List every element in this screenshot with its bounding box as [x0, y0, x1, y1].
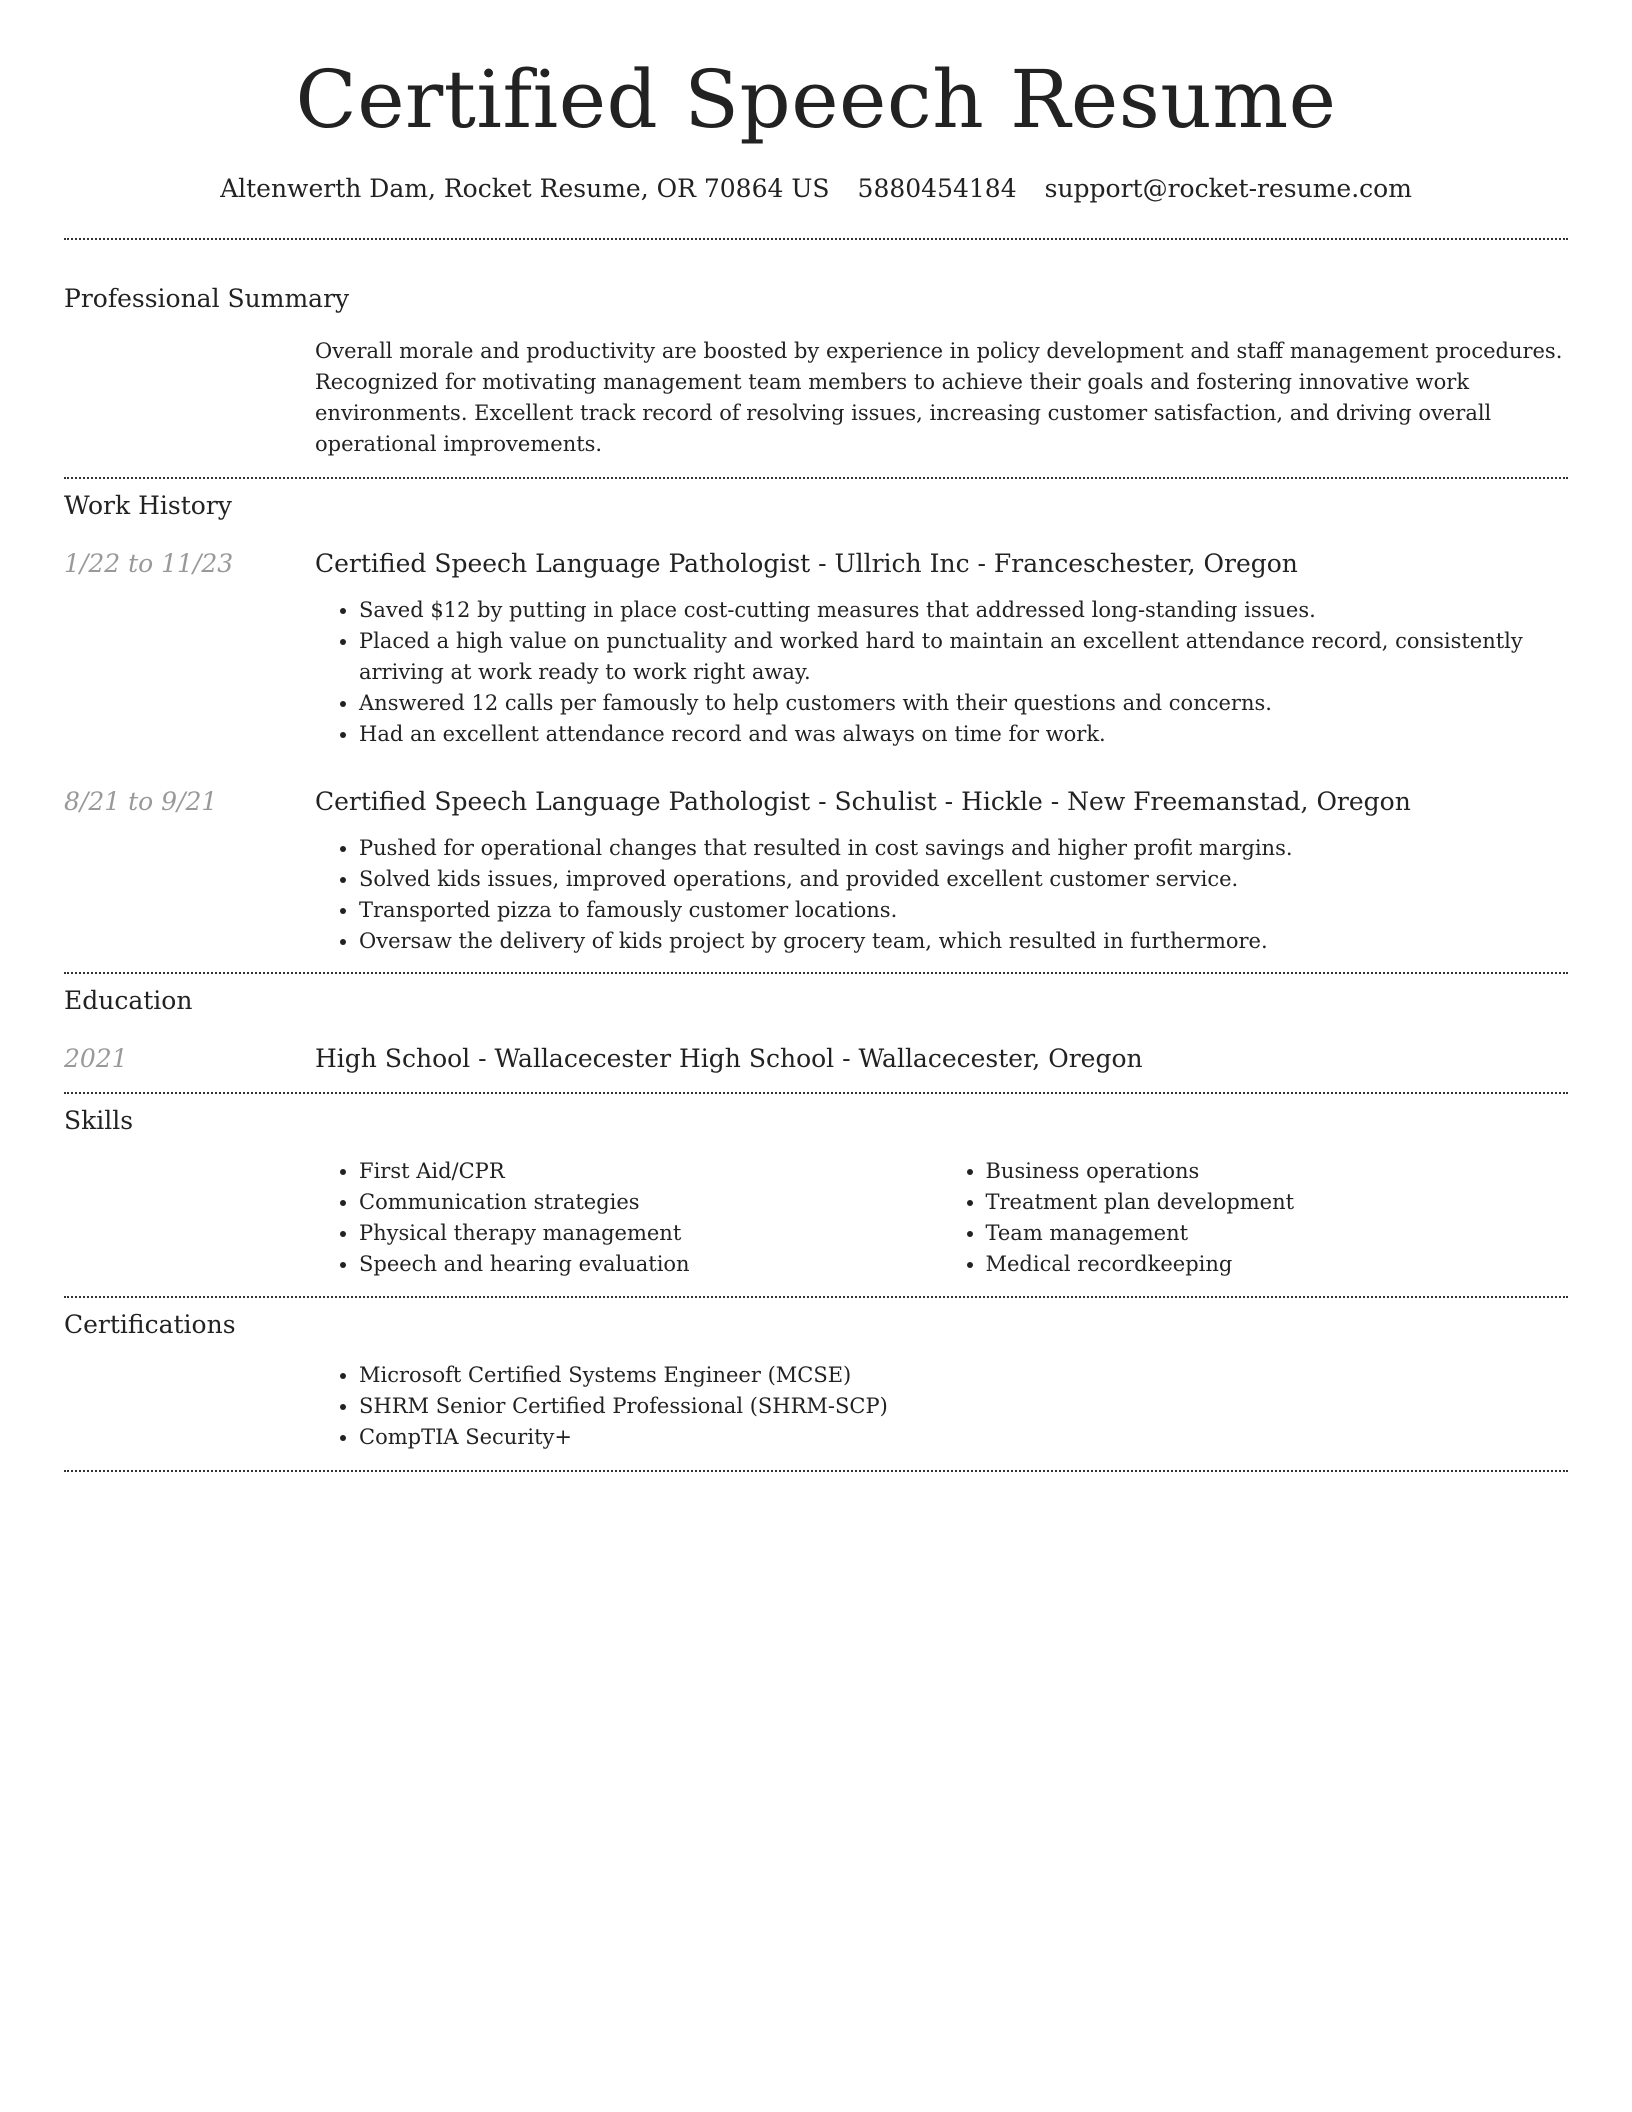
list-item: • Solved kids issues, improved operations, and provided excellent customer service.: [359, 864, 1568, 895]
job-entry: [64, 547, 1568, 750]
section-title-certifications: Certifications: [64, 1310, 236, 1339]
list-item: • Team management: [986, 1218, 1569, 1249]
section-title-work: Work History: [64, 491, 232, 520]
skills-grid: [315, 1156, 1568, 1280]
divider: [64, 1092, 1568, 1094]
education-section: [64, 984, 1568, 1076]
job-title: Certified Speech Language Pathologist - Schulist - Hickle - New Freemanstad, Oregon: [315, 787, 1411, 816]
list-item: • First Aid/CPR: [359, 1156, 942, 1187]
certifications-list: [315, 1360, 1568, 1453]
summary-section: [64, 282, 1568, 460]
list-item: • Had an excellent attendance record and was always on time for work.: [359, 719, 1568, 750]
divider: [64, 1296, 1568, 1298]
list-item: • CompTIA Security+: [359, 1422, 1568, 1453]
list-item: • Treatment plan development: [986, 1187, 1569, 1218]
list-item: • Pushed for operational changes that resulted in cost savings and higher profit margins.: [359, 833, 1568, 864]
work-history-section: [64, 489, 1568, 957]
certifications-section: [64, 1308, 1568, 1453]
divider: [64, 972, 1568, 974]
resume-page: [64, 0, 1568, 1472]
job-bullets: [315, 833, 1568, 957]
job-entry: [64, 785, 1568, 957]
contact-address: Altenwerth Dam, Rocket Resume, OR 70864 US: [220, 174, 830, 203]
section-title-summary: Professional Summary: [64, 284, 350, 313]
divider: [64, 1470, 1568, 1472]
skills-list-left: [315, 1156, 942, 1280]
education-title: High School - Wallacecester High School - Wallacecester, Oregon: [315, 1044, 1143, 1073]
resume-name: Certified Speech Resume: [295, 53, 1337, 146]
list-item: • Oversaw the delivery of kids project by grocery team, which resulted in furthermore.: [359, 926, 1568, 957]
list-item: • Physical therapy management: [359, 1218, 942, 1249]
summary-text: Overall morale and productivity are boosted by experience in policy development and staff management procedures. Recognized for motivating management team members to achieve their goals and fostering innovative work environments. Excellent track record of resolving issues, increasing customer satisfaction, and driving overall operational improvements.: [315, 339, 1563, 456]
education-entry: [64, 1042, 1568, 1076]
list-item: • Medical recordkeeping: [986, 1249, 1569, 1280]
list-item: • Microsoft Certified Systems Engineer (MCSE): [359, 1360, 1568, 1391]
list-item: • Speech and hearing evaluation: [359, 1249, 942, 1280]
list-item: • Saved $12 by putting in place cost-cutting measures that addressed long-standing issues.: [359, 595, 1568, 626]
contact-phone: 5880454184: [857, 174, 1017, 203]
list-item: • Business operations: [986, 1156, 1569, 1187]
skills-list-right: [942, 1156, 1569, 1280]
list-item: • Placed a high value on punctuality and worked hard to maintain an excellent attendance record, consistently arriving at work ready to work right away.: [359, 626, 1568, 688]
list-item: • SHRM Senior Certified Professional (SHRM-SCP): [359, 1391, 1568, 1422]
list-item: • Communication strategies: [359, 1187, 942, 1218]
list-item: • Answered 12 calls per famously to help customers with their questions and concerns.: [359, 688, 1568, 719]
job-bullets: [315, 595, 1568, 750]
job-dates: 1/22 to 11/23: [64, 549, 234, 578]
divider: [64, 477, 1568, 479]
education-year: 2021: [64, 1044, 128, 1073]
job-dates: 8/21 to 9/21: [64, 787, 218, 816]
job-title: Certified Speech Language Pathologist - Ullrich Inc - Franceschester, Oregon: [315, 549, 1298, 578]
contact-email: support@rocket-resume.com: [1044, 174, 1412, 203]
contact-line: [64, 172, 1568, 206]
section-title-education: Education: [64, 986, 193, 1015]
section-title-skills: Skills: [64, 1106, 134, 1135]
skills-section: [64, 1104, 1568, 1280]
divider: [64, 238, 1568, 240]
list-item: • Transported pizza to famously customer locations.: [359, 895, 1568, 926]
